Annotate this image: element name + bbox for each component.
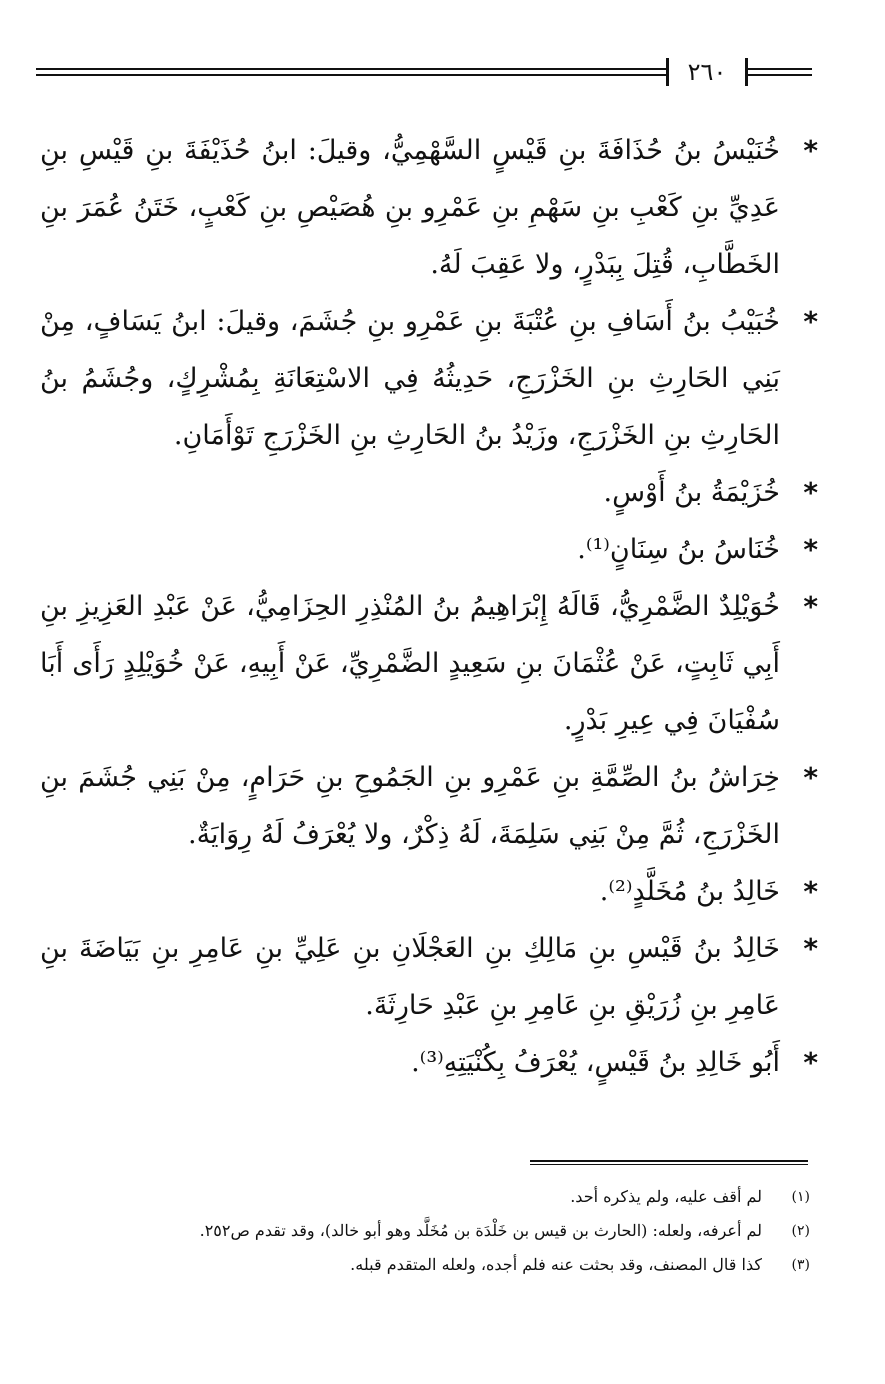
page-number: ٢٦٠ [687,58,727,86]
bullet-star: * [803,476,818,509]
bullet-star: * [803,932,818,965]
entry [40,578,818,749]
footnote-separator [530,1160,808,1165]
bullet-star: * [803,134,818,167]
bullet-star: * [803,1046,818,1079]
footnotes [40,1180,810,1282]
main-text [40,122,818,1091]
entry-text: خِرَاشُ بنُ الصِّمَّةِ بنِ عَمْرِو بنِ الجَمُوحِ بنِ حَرَامٍ، مِنْ بَنِي جُشَمَ بنِ الخَزْرَجِ، ثُمَّ مِنْ بَنِي سَلِمَةَ، لَهُ ذِكْرٌ، ولا يُعْرَفُ لَهُ رِوَايَةٌ. [40,762,780,850]
header-bar-left [666,58,669,86]
bullet-star: * [803,761,818,794]
footnote-number: (٣) [791,1257,810,1273]
entry [40,122,818,293]
entry [40,863,818,920]
entry [40,293,818,464]
entry [40,1034,818,1091]
entry-text: خَالِدُ بنُ قَيْسِ بنِ مَالِكِ بنِ العَجْلَانِ بنِ عَلِيِّ بنِ عَامِرِ بنِ بَيَاضَةَ بنِ عَامِرِ بنِ زُرَيْقِ بنِ عَامِرِ بنِ عَبْدِ حَارِثَةَ. [40,933,781,1021]
bullet-star: * [803,875,818,908]
entry-text: خُوَيْلِدٌ الضَّمْرِيُّ، قَالَهُ إِبْرَاهِيمُ بنُ المُنْذِرِ الحِزَامِيُّ، عَنْ عَبْدِ العَزِيزِ بنِ أَبِي ثَابِتٍ، عَنْ عُثْمَانَ بنِ سَعِيدٍ الضَّمْرِيِّ، عَنْ أَبِيهِ، عَنْ خُوَيْلِدٍ رَأَى أَبَا سُفْيَانَ فِي عِيرِ بَدْرٍ. [40,591,780,736]
entry [40,521,818,578]
footnote-number: (٢) [791,1223,810,1239]
footnote-text: لم أقف عليه، ولم يذكره أحد. [570,1187,762,1206]
bullet-star: * [803,305,818,338]
footnote-text: لم أعرفه، ولعله: (الحارث بن قيس بن خَلْدَة بن مُخَلَّد وهو أبو خالد)، وقد تقدم ص٢٥٢. [199,1221,762,1240]
header-rule-right [748,68,812,76]
entry-text: خُنَاسُ بنُ سِنَانٍ⁽¹⁾. [577,534,780,565]
footnote [40,1180,810,1214]
entry-text: خُنَيْسُ بنُ حُذَافَةَ بنِ قَيْسٍ السَّهْمِيُّ، وقيلَ: ابنُ حُذَيْفَةَ بنِ قَيْسِ بنِ عَدِيِّ بنِ كَعْبِ بنِ سَهْمِ بنِ عَمْرِو بنِ هُصَيْصِ بنِ كَعْبٍ، خَتَنُ عُمَرَ بنِ الخَطَّابِ، قُتِلَ بِبَدْرٍ، ولا عَقِبَ لَهُ. [40,135,780,280]
footnote-text: كذا قال المصنف، وقد بحثت عنه فلم أجده، ولعله المتقدم قبله. [350,1255,762,1274]
entry [40,920,818,1034]
entry [40,464,818,521]
header-rule-left [36,68,666,76]
bullet-star: * [803,590,818,623]
entry-text: خُبَيْبُ بنُ أَسَافِ بنِ عُتْبَةَ بنِ عَمْرِو بنِ جُشَمَ، وقيلَ: ابنُ يَسَافٍ، مِنْ بَنِي الحَارِثِ بنِ الخَزْرَجِ، حَدِيثُهُ فِي الاسْتِعَانَةِ بِمُشْرِكٍ، وجُشَمُ بنُ الحَارِثِ بنِ الخَزْرَجِ، وزَيْدُ بنُ الحَارِثِ بنِ الخَزْرَجِ تَوْأَمَانِ. [40,306,780,451]
entry-text: خَالِدُ بنُ مُخَلَّدٍ⁽²⁾. [599,876,780,907]
footnote [40,1214,810,1248]
entry [40,749,818,863]
bullet-star: * [803,533,818,566]
entry-text: أَبُو خَالِدِ بنُ قَيْسٍ، يُعْرَفُ بِكُنْيَتِهِ⁽³⁾. [411,1047,780,1078]
entry-text: خُزَيْمَةُ بنُ أَوْسٍ. [603,477,780,508]
page-header [36,58,812,88]
footnote-number: (١) [791,1189,810,1205]
footnote [40,1248,810,1282]
